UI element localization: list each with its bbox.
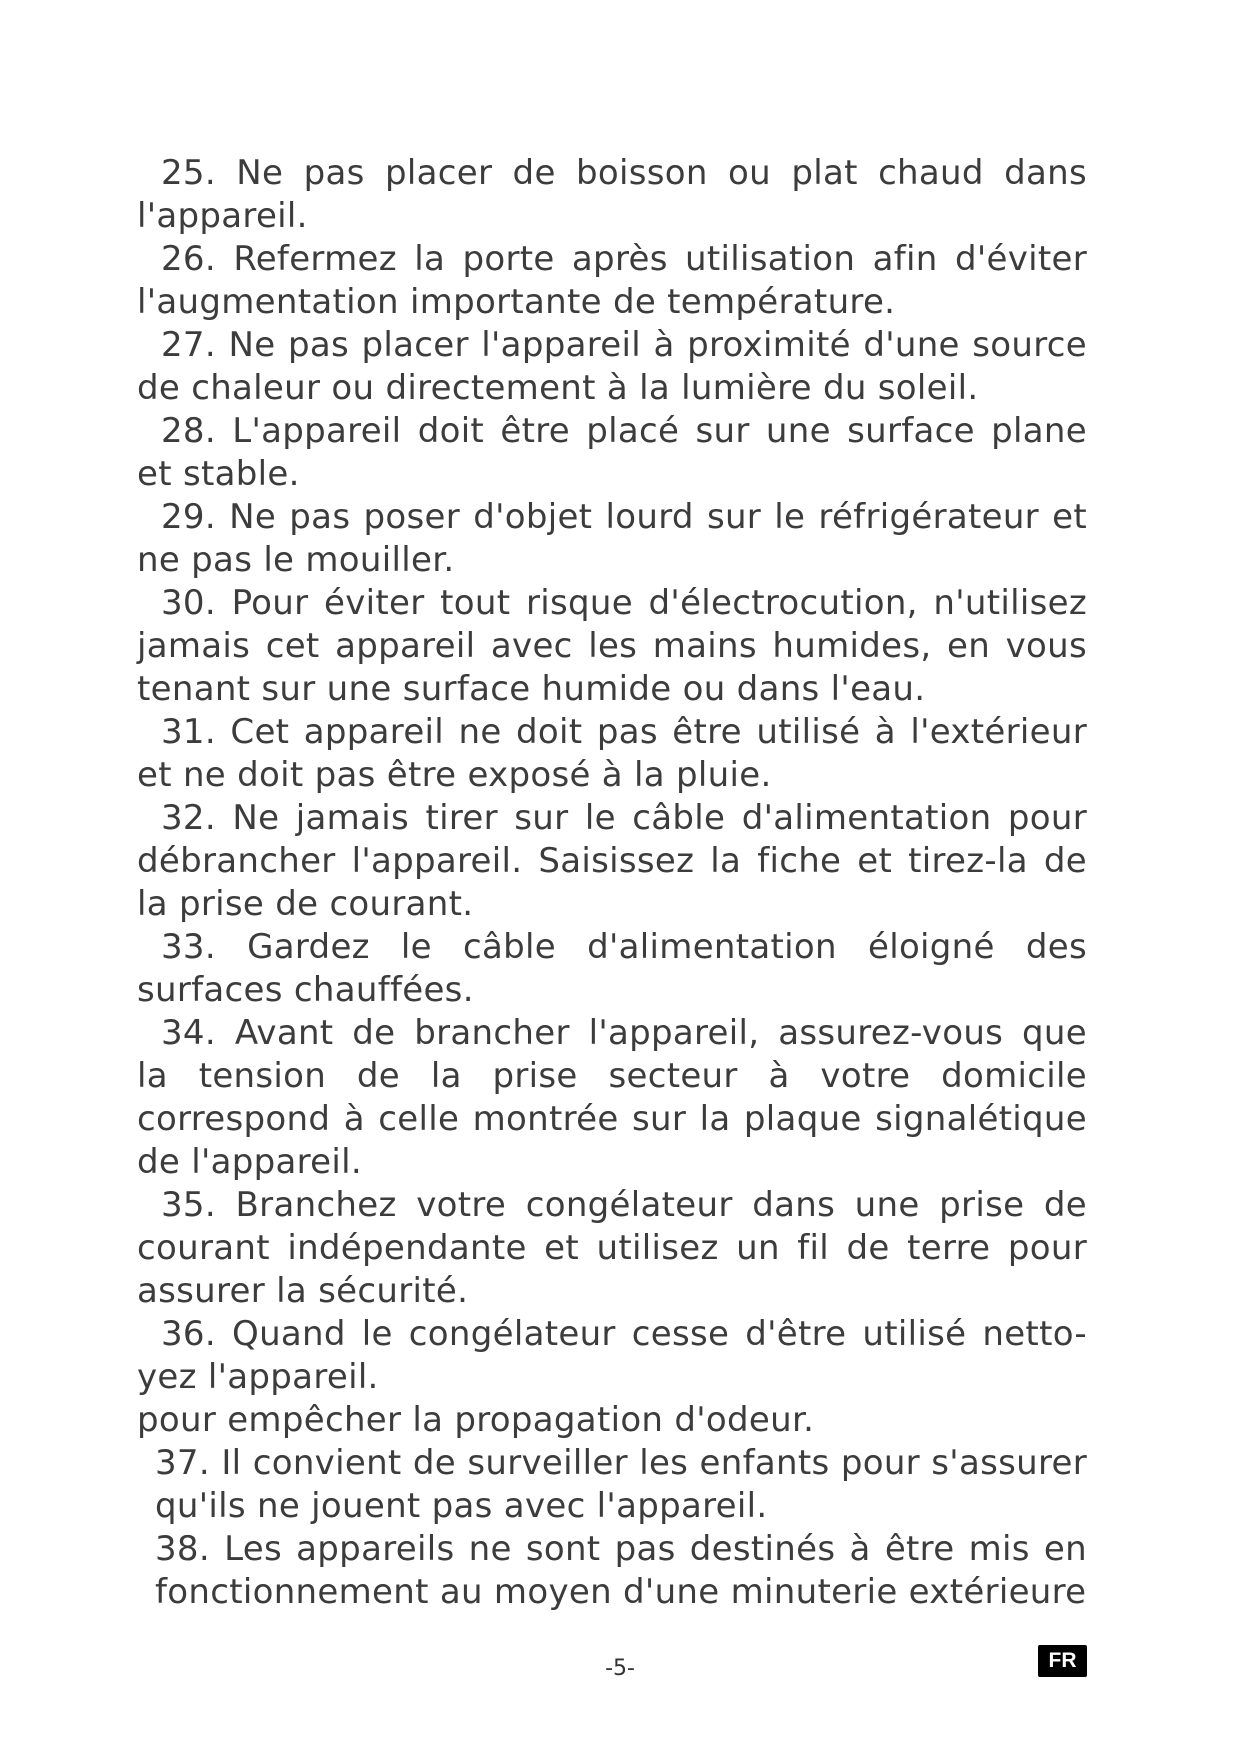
list-item xyxy=(137,324,1087,410)
item-first-line: 33. Gardez le câble d'alimentation éloigné des xyxy=(161,927,1087,967)
list-item xyxy=(137,1012,1087,1184)
item-continuation: courant indépendante et utilisez un fil de terre pour assurer la sécurité. xyxy=(137,1228,1087,1311)
item-continuation: l'augmentation importante de température. xyxy=(137,282,896,322)
list-item xyxy=(137,1528,1087,1614)
item-first-line: 38. Les appareils ne sont pas destinés à être mis en xyxy=(155,1529,1087,1569)
language-badge: FR xyxy=(1038,1645,1087,1677)
item-first-line: 28. L'appareil doit être placé sur une surface plane xyxy=(161,411,1087,451)
item-continuation: débrancher l'appareil. Saisissez la fiche et tirez-la de la prise de courant. xyxy=(137,841,1087,924)
list-item xyxy=(137,152,1087,238)
item-continuation: pour empêcher la propagation d'odeur. xyxy=(137,1400,815,1440)
list-item xyxy=(137,238,1087,324)
item-first-line: 37. Il convient de surveiller les enfants pour s'assurer xyxy=(155,1443,1087,1483)
item-first-line: 35. Branchez votre congélateur dans une prise de xyxy=(161,1185,1087,1225)
item-first-line: 29. Ne pas poser d'objet lourd sur le réfrigérateur et xyxy=(161,497,1087,537)
item-continuation: qu'ils ne jouent pas avec l'appareil. xyxy=(155,1486,768,1526)
item-continuation: fonctionnement au moyen d'une minuterie extérieure xyxy=(155,1572,1087,1612)
list-item xyxy=(137,797,1087,926)
list-item xyxy=(137,582,1087,711)
item-first-line: 25. Ne pas placer de boisson ou plat chaud dans xyxy=(161,153,1087,193)
item-first-line: 30. Pour éviter tout risque d'électrocution, n'utilisez xyxy=(161,583,1087,623)
item-first-line: 27. Ne pas placer l'appareil à proximité d'une source xyxy=(161,325,1087,365)
page-number: -5- xyxy=(605,1656,635,1681)
item-continuation: de chaleur ou directement à la lumière du soleil. xyxy=(137,368,979,408)
list-item xyxy=(137,711,1087,797)
item-first-line: 34. Avant de brancher l'appareil, assurez-vous que xyxy=(161,1013,1087,1053)
item-first-line: 32. Ne jamais tirer sur le câble d'alimentation pour xyxy=(161,798,1087,838)
instruction-list xyxy=(137,152,1087,1614)
item-continuation: jamais cet appareil avec les mains humides, en vous tenant sur une surface humide ou dans l'eau. xyxy=(137,626,1087,709)
list-item xyxy=(137,1313,1087,1399)
list-item xyxy=(137,1184,1087,1313)
item-continuation: et ne doit pas être exposé à la pluie. xyxy=(137,755,772,795)
list-item xyxy=(137,496,1087,582)
list-item xyxy=(137,1442,1087,1528)
item-continuation: la tension de la prise secteur à votre domicile correspond à celle montrée sur la plaque signalétique de l'appareil. xyxy=(137,1056,1087,1182)
item-continuation: ne pas le mouiller. xyxy=(137,540,455,580)
list-item xyxy=(137,410,1087,496)
list-item xyxy=(137,926,1087,1012)
item-continuation: yez l'appareil. xyxy=(137,1357,379,1397)
item-first-line: 31. Cet appareil ne doit pas être utilisé à l'extérieur xyxy=(161,712,1087,752)
item-first-line: 26. Refermez la porte après utilisation afin d'éviter xyxy=(161,239,1087,279)
list-item-tail-line xyxy=(137,1399,1087,1442)
item-continuation: l'appareil. xyxy=(137,196,308,236)
item-continuation: et stable. xyxy=(137,454,300,494)
item-first-line: 36. Quand le congélateur cesse d'être utilisé netto- xyxy=(161,1314,1087,1354)
item-continuation: surfaces chauffées. xyxy=(137,970,474,1010)
